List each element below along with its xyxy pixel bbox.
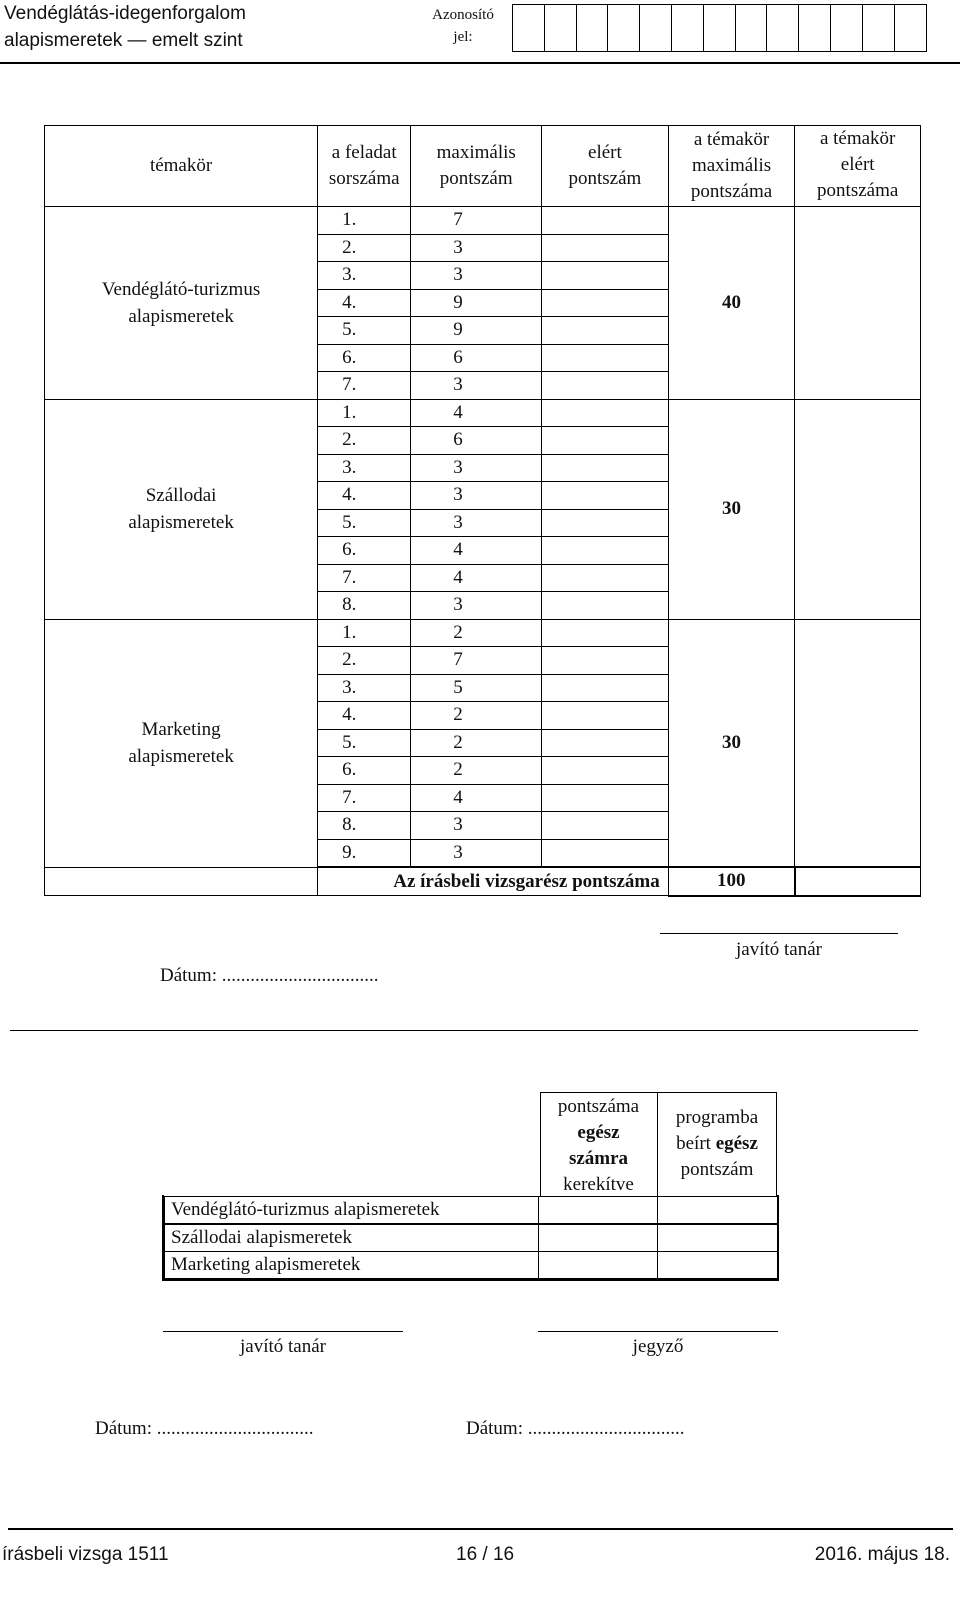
task-number: 7.	[318, 784, 411, 812]
program-score-cell[interactable]	[657, 1196, 778, 1224]
task-earned-points[interactable]	[542, 619, 669, 647]
header-task-no	[318, 126, 411, 207]
task-number: 7.	[318, 372, 411, 400]
header-topic-max-line3: pontszáma	[690, 181, 773, 202]
total-max-points: 100	[668, 867, 795, 896]
topic-earned-points[interactable]	[795, 619, 921, 867]
azonosito-boxes	[512, 4, 927, 52]
azonosito-label-line2: jel:	[453, 29, 473, 45]
azonosito-box[interactable]	[672, 5, 704, 51]
header-topic-earned	[795, 126, 921, 207]
task-earned-points[interactable]	[542, 234, 669, 262]
task-max-points: 7	[411, 207, 542, 235]
header-topic-earned-line1: a témakör	[819, 128, 896, 149]
task-earned-points[interactable]	[542, 262, 669, 290]
task-number: 4.	[318, 482, 411, 510]
azonosito-box[interactable]	[704, 5, 736, 51]
azonosito-box[interactable]	[863, 5, 895, 51]
topic-name-line1: Szállodai	[145, 485, 217, 506]
rounded-score-cell[interactable]	[538, 1251, 658, 1279]
task-max-points: 3	[411, 482, 542, 510]
task-max-points: 3	[411, 812, 542, 840]
task-number: 2.	[318, 234, 411, 262]
date-field-3: Dátum: .................................	[466, 1418, 685, 1439]
task-row	[45, 619, 921, 647]
rounding-row-label: Szállodai alapismeretek	[164, 1224, 539, 1252]
topic-cell	[45, 619, 318, 867]
task-earned-points[interactable]	[542, 537, 669, 565]
azonosito-box[interactable]	[640, 5, 672, 51]
azonosito-label	[422, 4, 504, 48]
task-earned-points[interactable]	[542, 812, 669, 840]
topic-earned-points[interactable]	[795, 207, 921, 400]
header-program-line2b: egész	[715, 1133, 758, 1154]
task-number: 2.	[318, 427, 411, 455]
header-max-line2: pontszám	[439, 168, 513, 189]
azonosito-box[interactable]	[513, 5, 545, 51]
signature-role-teacher: javító tanár	[736, 939, 822, 960]
task-number: 4.	[318, 702, 411, 730]
task-max-points: 4	[411, 537, 542, 565]
topic-name-line1: Vendéglátó-turizmus	[101, 278, 261, 300]
topic-max-points: 30	[668, 399, 795, 619]
azonosito-box[interactable]	[831, 5, 863, 51]
task-earned-points[interactable]	[542, 509, 669, 537]
topic-name-line1: Marketing	[141, 719, 221, 740]
task-max-points: 6	[411, 344, 542, 372]
task-number: 6.	[318, 537, 411, 565]
task-number: 3.	[318, 454, 411, 482]
task-earned-points[interactable]	[542, 289, 669, 317]
topic-cell	[45, 207, 318, 400]
azonosito-box[interactable]	[799, 5, 831, 51]
task-max-points: 2	[411, 757, 542, 785]
header-program-score	[657, 1105, 777, 1183]
header-rounded-line2: egész	[577, 1122, 620, 1143]
header-rounded-cell	[540, 1092, 657, 1196]
task-max-points: 9	[411, 289, 542, 317]
task-earned-points[interactable]	[542, 647, 669, 675]
task-earned-points[interactable]	[542, 454, 669, 482]
azonosito-label-line1: Azonosító	[432, 7, 494, 23]
topic-name-line2: alapismeretek	[128, 746, 234, 767]
header-rule	[0, 62, 960, 64]
task-max-points: 6	[411, 427, 542, 455]
task-number: 8.	[318, 812, 411, 840]
azonosito-box[interactable]	[577, 5, 609, 51]
header-max-points	[411, 126, 542, 207]
date-field-2: Dátum: .................................	[95, 1418, 314, 1439]
topic-earned-points[interactable]	[795, 399, 921, 619]
task-max-points: 2	[411, 729, 542, 757]
task-earned-points[interactable]	[542, 839, 669, 867]
task-number: 2.	[318, 647, 411, 675]
task-max-points: 3	[411, 262, 542, 290]
header-earned-line1: elért	[588, 142, 622, 163]
header-topic-text: témakör	[149, 155, 213, 176]
azonosito-box[interactable]	[545, 5, 577, 51]
header-topic-earned-line3: pontszáma	[817, 180, 899, 201]
header-earned-points	[542, 126, 669, 207]
header-task-no-line1: a feladat	[331, 142, 397, 163]
task-number: 5.	[318, 729, 411, 757]
topic-max-points: 40	[668, 207, 795, 400]
signature-line-registrar	[538, 1331, 778, 1332]
task-number: 3.	[318, 674, 411, 702]
rounded-score-cell[interactable]	[538, 1196, 658, 1224]
header-rounded-line1: pontszáma	[557, 1096, 640, 1117]
rounding-row-label: Marketing alapismeretek	[164, 1251, 539, 1279]
task-earned-points[interactable]	[542, 757, 669, 785]
azonosito-box[interactable]	[608, 5, 640, 51]
header-title	[4, 0, 246, 54]
header-rounded-line3: számra	[568, 1148, 629, 1169]
task-number: 3.	[318, 262, 411, 290]
task-max-points: 3	[411, 234, 542, 262]
signature-line-teacher-2	[163, 1331, 403, 1332]
task-earned-points[interactable]	[542, 427, 669, 455]
task-number: 1.	[318, 207, 411, 235]
footer-page-number: 16 / 16	[456, 1544, 515, 1565]
task-max-points: 9	[411, 317, 542, 345]
header-task-no-line2: sorszáma	[328, 168, 400, 189]
task-number: 4.	[318, 289, 411, 317]
total-row	[45, 867, 921, 896]
header-topic-max-line1: a témakör	[693, 129, 770, 150]
header-program-line2a: beírt	[676, 1133, 716, 1154]
separator-line	[10, 1030, 918, 1031]
header-earned-line2: pontszám	[568, 168, 642, 189]
header-rounded-line4: kerekítve	[563, 1174, 634, 1195]
signature-line-teacher	[660, 933, 898, 934]
task-max-points: 3	[411, 509, 542, 537]
task-max-points: 4	[411, 784, 542, 812]
footer-date: 2016. május 18.	[814, 1544, 950, 1565]
task-earned-points[interactable]	[542, 729, 669, 757]
task-max-points: 3	[411, 839, 542, 867]
total-blank-cell	[45, 867, 318, 896]
task-number: 6.	[318, 344, 411, 372]
task-row	[45, 207, 921, 235]
score-table	[44, 125, 921, 897]
topic-name-line2: alapismeretek	[128, 512, 234, 533]
rounded-score-cell[interactable]	[538, 1224, 658, 1252]
task-number: 5.	[318, 317, 411, 345]
task-number: 6.	[318, 757, 411, 785]
task-earned-points[interactable]	[542, 702, 669, 730]
topic-name-line2: alapismeretek	[128, 305, 234, 327]
task-max-points: 2	[411, 702, 542, 730]
total-earned-points[interactable]	[795, 867, 921, 896]
date-field-1: Dátum: .................................	[160, 965, 379, 986]
header-topic-max-line2: maximális	[691, 155, 772, 176]
task-earned-points[interactable]	[542, 317, 669, 345]
azonosito-box[interactable]	[767, 5, 799, 51]
program-score-cell[interactable]	[657, 1224, 778, 1252]
task-earned-points[interactable]	[542, 482, 669, 510]
task-max-points: 4	[411, 564, 542, 592]
task-max-points: 5	[411, 674, 542, 702]
topic-max-points: 30	[668, 619, 795, 867]
total-label: Az írásbeli vizsgarész pontszáma	[318, 867, 669, 896]
task-earned-points[interactable]	[542, 674, 669, 702]
task-row	[45, 399, 921, 427]
header-title-line2: alapismeretek — emelt szint	[4, 30, 243, 51]
task-earned-points[interactable]	[542, 207, 669, 235]
footer-rule	[8, 1528, 953, 1530]
header-topic	[45, 126, 318, 207]
header-program-line3: pontszám	[680, 1159, 754, 1180]
task-max-points: 3	[411, 454, 542, 482]
task-number: 7.	[318, 564, 411, 592]
program-score-cell[interactable]	[657, 1251, 778, 1279]
task-max-points: 3	[411, 372, 542, 400]
task-number: 9.	[318, 839, 411, 867]
task-earned-points[interactable]	[542, 592, 669, 620]
header-max-line1: maximális	[436, 142, 516, 163]
task-max-points: 4	[411, 399, 542, 427]
header-topic-earned-line2: elért	[840, 154, 875, 175]
azonosito-box[interactable]	[736, 5, 768, 51]
rounding-row-label: Vendéglátó-turizmus alapismeretek	[164, 1196, 539, 1224]
task-number: 1.	[318, 619, 411, 647]
score-table-header	[45, 126, 921, 207]
task-max-points: 2	[411, 619, 542, 647]
signature-role-registrar: jegyző	[632, 1336, 684, 1357]
task-max-points: 7	[411, 647, 542, 675]
task-number: 8.	[318, 592, 411, 620]
task-earned-points[interactable]	[542, 399, 669, 427]
task-earned-points[interactable]	[542, 564, 669, 592]
task-earned-points[interactable]	[542, 344, 669, 372]
topic-cell	[45, 399, 318, 619]
footer-exam-code: írásbeli vizsga 1511	[2, 1544, 169, 1565]
task-number: 1.	[318, 399, 411, 427]
task-earned-points[interactable]	[542, 784, 669, 812]
azonosito-box[interactable]	[895, 5, 927, 51]
header-program-line1: programba	[675, 1107, 759, 1128]
task-number: 5.	[318, 509, 411, 537]
task-earned-points[interactable]	[542, 372, 669, 400]
header-topic-max	[668, 126, 795, 207]
header-title-line1: Vendéglátás-idegenforgalom	[4, 3, 246, 24]
task-max-points: 3	[411, 592, 542, 620]
signature-role-teacher-2: javító tanár	[240, 1336, 326, 1357]
